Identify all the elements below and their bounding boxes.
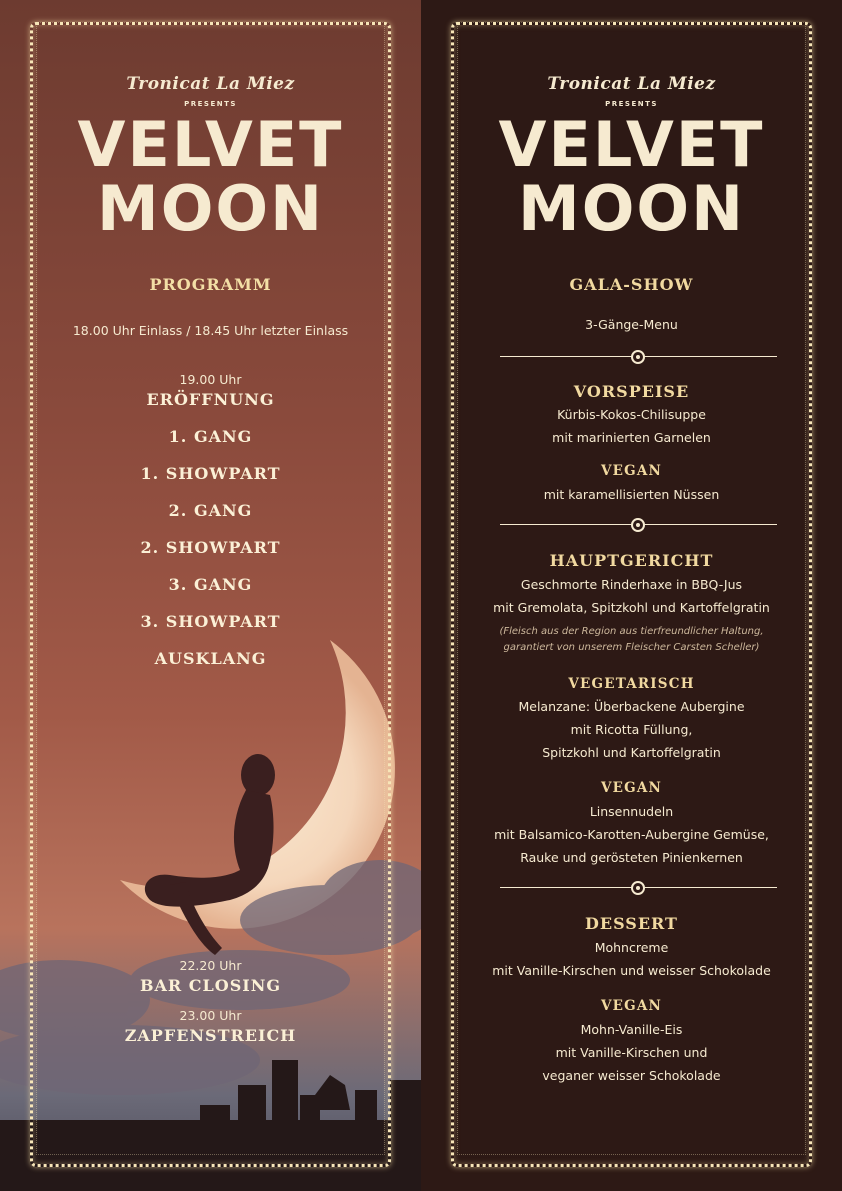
main-line: Geschmorte Rinderhaxe in BBQ-Jus — [520, 577, 743, 592]
opening-time: 19.00 Uhr — [179, 372, 242, 387]
presenter-script: Tronicat La Miez — [547, 74, 716, 94]
main-vegan-line: mit Balsamico-Karotten-Aubergine Gemüse, — [494, 827, 769, 842]
bar-closing-time: 22.20 Uhr — [179, 958, 242, 973]
dessert-vegan-line: veganer weisser Schokolade — [542, 1068, 721, 1083]
moon-divider-icon — [631, 350, 645, 364]
logo-velvet: VELVET — [498, 108, 765, 181]
end-time: 23.00 Uhr — [179, 1008, 242, 1023]
dessert-line: Mohncreme — [594, 940, 669, 955]
starter-heading: VORSPEISE — [573, 382, 690, 401]
bar-closing-label: BAR CLOSING — [139, 976, 282, 995]
entry-times: 18.00 Uhr Einlass / 18.45 Uhr letzter Einlass — [72, 323, 349, 338]
presents-label: PRESENTS — [605, 100, 658, 108]
dessert-heading: DESSERT — [585, 914, 678, 933]
program-item: 3. GANG — [168, 575, 253, 594]
vegetarian-heading: VEGETARISCH — [568, 676, 695, 692]
dessert-line: mit Vanille-Kirschen und weisser Schokolade — [492, 963, 771, 978]
menu-column — [421, 0, 842, 1191]
program-item: ERÖFFNUNG — [146, 390, 275, 409]
main-heading: HAUPTGERICHT — [549, 551, 714, 570]
starter-vegan-line: mit karamellisierten Nüssen — [543, 487, 720, 502]
main-line: mit Gremolata, Spitzkohl und Kartoffelgratin — [493, 600, 770, 615]
main-vegan-line: Rauke und gerösteten Pinienkernen — [520, 850, 743, 865]
main-note: (Fleisch aus der Region aus tierfreundlicher Haltung, — [499, 626, 764, 637]
program-item: 1. SHOWPART — [140, 464, 281, 483]
dessert-vegan-line: Mohn-Vanille-Eis — [580, 1022, 683, 1037]
logo-velvet: VELVET — [77, 108, 344, 181]
vegetarian-line: Melanzane: Überbackene Aubergine — [518, 699, 745, 714]
presenter-script: Tronicat La Miez — [126, 74, 295, 94]
moon-divider-icon — [631, 518, 645, 532]
dessert-vegan-line: mit Vanille-Kirschen und — [555, 1045, 708, 1060]
vegetarian-line: Spitzkohl und Kartoffelgratin — [542, 745, 721, 760]
program-title: PROGRAMM — [149, 275, 272, 294]
starter-line: Kürbis-Kokos-Chilisuppe — [557, 407, 706, 422]
main-vegan-heading: VEGAN — [600, 780, 663, 796]
presents-label: PRESENTS — [184, 100, 237, 108]
moon-divider-icon — [631, 881, 645, 895]
program-item: 2. GANG — [168, 501, 253, 520]
program-item: 1. GANG — [168, 427, 253, 446]
menu-panel — [421, 0, 842, 1191]
dessert-vegan-heading: VEGAN — [600, 998, 663, 1014]
vegetarian-line: mit Ricotta Füllung, — [570, 722, 693, 737]
logo-moon: MOON — [518, 172, 745, 245]
end-label: ZAPFENSTREICH — [124, 1026, 297, 1045]
program-item: 2. SHOWPART — [140, 538, 281, 557]
program-item: AUSKLANG — [154, 649, 267, 668]
main-note: garantiert von unserem Fleischer Carsten Scheller) — [503, 642, 760, 653]
starter-vegan-heading: VEGAN — [600, 463, 663, 479]
gala-title: GALA-SHOW — [569, 275, 694, 294]
menu-subtitle: 3-Gänge-Menu — [585, 317, 678, 332]
program-item: 3. SHOWPART — [140, 612, 281, 631]
starter-line: mit marinierten Garnelen — [552, 430, 711, 445]
logo-moon: MOON — [97, 172, 324, 245]
main-vegan-line: Linsennudeln — [589, 804, 674, 819]
